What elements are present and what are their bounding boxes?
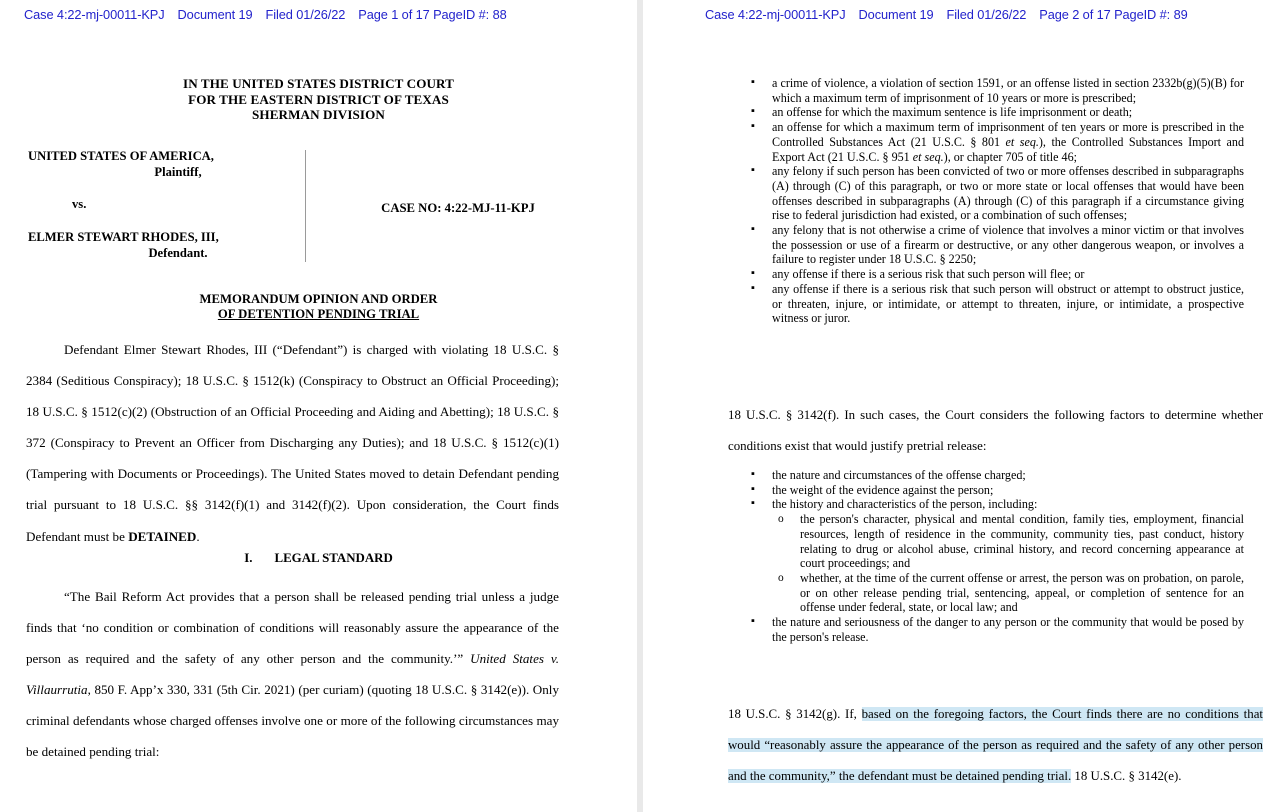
case-number-label: CASE NO: 4:22-MJ-11-KPJ [381, 201, 535, 215]
legal-standard-paragraph [26, 581, 559, 768]
intro-paragraph-text-a: Defendant Elmer Stewart Rhodes, III (“Defendant”) is charged with violating 18 U.S.C. § 2384 (Seditious Conspiracy); 18 U.S.C. § 1512(k) (Conspiracy to Obstruct an Official Proceeding); 18 U.S.C. § 1512(c)(2) (Obstruction of an Official Proceeding and Aiding and Abetting); 18 U.S.C. § 372 (Conspiracy to Prevent an Officer from Discharging any Duties); and 18 U.S.C. § 1512(c)(1) (Tampering with Documents or Proceedings). The United States moved to detain Defendant pending trial pursuant to 18 U.S.C. §§ 3142(f)(1) and 3142(f)(2). Upon consideration, the Court finds Defendant must be [26, 342, 559, 544]
defendant-role: Defendant. [148, 246, 208, 260]
court-caption-line-1: IN THE UNITED STATES DISTRICT COURT [183, 76, 454, 91]
highlighted-selection[interactable]: based on the foregoing factors, the Court finds there are no conditions that would “reasonably assure the appearance of the person as required and the safety of any other person and the community,” the defendant must be detained pending trial. [728, 707, 1263, 784]
list-item [746, 223, 1244, 267]
list-item-text: any felony if such person has been convicted of two or more offenses described in subparagraphs (A) through (C) of this paragraph, or two or more state or local offenses that would have been offenses described in subparagraphs (A) through (C) of this paragraph if a circumstance giving rise to federal jurisdiction had existed, or a combination of such offenses; [772, 164, 1244, 223]
court-caption [0, 76, 637, 123]
list-item-text: an offense for which the maximum sentence is life imprisonment or death; [772, 105, 1133, 120]
list-item-text: a crime of violence, a violation of section 1591, or an offense listed in section 2332b(g)(5)(B) for which a maximum term of imprisonment of 10 years or more is prescribed; [772, 76, 1244, 105]
document-page-2[interactable] [643, 0, 1280, 812]
ecf-page-id: Page 2 of 17 PageID #: 89 [1039, 7, 1188, 22]
et-seq-italic: et seq. [1005, 134, 1039, 149]
list-item-text-b: ), the Controlled Substances Import and Export Act (21 U.S.C. § 951 [772, 134, 1244, 164]
case-caption-block [28, 148, 588, 266]
statute-3142g-text-a: 18 U.S.C. § 3142(g). If, [728, 707, 862, 721]
legal-standard-text-b: , 850 F. App’x 330, 331 (5th Cir. 2021) (per curiam) (quoting 18 U.S.C. § 3142(e)). Only criminal defendants whose charged offenses involve one or more of the following circumstances may be detained pending trial: [26, 682, 559, 760]
versus-label: vs. [72, 197, 87, 211]
intro-paragraph [26, 334, 559, 552]
intro-paragraph-text-b: . [196, 528, 200, 544]
ecf-stamp-header-page-2 [705, 7, 1188, 22]
list-item [746, 615, 1244, 644]
section-numeral: I. [244, 551, 253, 565]
ecf-case-number: Case 4:22-mj-00011-KPJ [24, 7, 165, 22]
et-seq-italic: et seq. [912, 149, 944, 164]
plaintiff-name: UNITED STATES OF AMERICA, [28, 149, 214, 163]
statute-3142g-paragraph [728, 699, 1263, 793]
list-item [746, 267, 1244, 282]
list-item [746, 76, 1244, 105]
sub-list-item-text: the person's character, physical and mental condition, family ties, employment, financial resources, length of residence in the community, community ties, past conduct, history relating to drug or alcohol abuse, criminal history, and record concerning appearance at court proceedings; and [800, 512, 1244, 571]
ecf-document-number: Document 19 [858, 7, 934, 22]
list-item-text: any felony that is not otherwise a crime of violence that involves a minor victim or that involves the possession or use of a firearm or destructive, or any other dangerous weapon, or involves a failure to register under 18 U.S.C. § 2250; [772, 223, 1244, 267]
list-item-text-c: ), or chapter 705 of title 46; [943, 149, 1077, 164]
defendant-name: ELMER STEWART RHODES, III, [28, 230, 219, 244]
list-item [746, 105, 1244, 120]
factors-sublist [772, 512, 1244, 615]
section-heading-legal-standard [0, 551, 637, 566]
list-item-text: the nature and circumstances of the offense charged; [772, 468, 1026, 482]
sub-list-item [772, 512, 1244, 571]
court-caption-line-3: SHERMAN DIVISION [252, 107, 385, 123]
pretrial-release-factors-list [746, 468, 1244, 644]
list-item [746, 497, 1244, 615]
list-item-text: the nature and seriousness of the danger to any person or the community that would be posed by the person's release. [772, 615, 1244, 644]
list-item [746, 483, 1244, 498]
list-item-text: the weight of the evidence against the person; [772, 482, 994, 497]
list-item [746, 282, 1244, 326]
list-item [746, 120, 1244, 164]
section-label: LEGAL STANDARD [274, 551, 393, 565]
sub-list-item [772, 571, 1244, 615]
document-page-1[interactable] [0, 0, 637, 812]
list-item-text-a: an offense for which a maximum term of imprisonment of ten years or more is prescribed in the Controlled Substances Act (21 U.S.C. § 801 [772, 120, 1244, 149]
list-item-text: the history and characteristics of the person, including: [772, 497, 1038, 512]
document-title-line-1: MEMORANDUM OPINION AND ORDER [199, 292, 438, 306]
list-item-text: any offense if there is a serious risk that such person will obstruct or attempt to obstruct justice, or threaten, injure, or intimidate, or attempt to threaten, injure, or intimidate, a prospective witness or juror. [772, 281, 1244, 326]
list-item-text: any offense if there is a serious risk that such person will flee; or [772, 267, 1085, 282]
statute-3142f-paragraph: 18 U.S.C. § 3142(f). In such cases, the Court considers the following factors to determine whether conditions exist that would justify pretrial release: [728, 408, 1263, 454]
ecf-case-number: Case 4:22-mj-00011-KPJ [705, 7, 846, 22]
detained-emphasis: DETAINED [128, 528, 197, 544]
legal-standard-text-a: “The Bail Reform Act provides that a person shall be released pending trial unless a judge finds that ‘no condition or combination of conditions will reasonably assure the appearance of the person as required and the safety of any other person and the community.’” [26, 589, 559, 667]
document-title-line-2: OF DETENTION PENDING TRIAL [217, 307, 420, 322]
list-item [746, 468, 1244, 483]
ecf-page-id: Page 1 of 17 PageID #: 88 [358, 7, 507, 22]
caption-vertical-divider [305, 150, 306, 262]
detention-eligibility-list [746, 76, 1244, 326]
list-item [746, 164, 1244, 223]
document-title [0, 292, 637, 323]
parties-column [28, 148, 290, 261]
sub-list-item-text: whether, at the time of the current offense or arrest, the person was on probation, on parole, or on other release pending trial, sentencing, appeal, or completion of sentence for an offense under federal, state, or local law; and [800, 570, 1244, 615]
ecf-stamp-header-page-1 [24, 7, 507, 22]
court-caption-line-2: FOR THE EASTERN DISTRICT OF TEXAS [188, 91, 449, 107]
ecf-filed-date: Filed 01/26/22 [946, 7, 1027, 22]
ecf-filed-date: Filed 01/26/22 [265, 7, 346, 22]
case-citation-italic: United States v. Villaurrutia [26, 651, 559, 698]
statute-3142g-text-b: 18 U.S.C. § 3142(e). [1071, 769, 1182, 784]
ecf-document-number: Document 19 [177, 7, 253, 22]
plaintiff-role: Plaintiff, [154, 165, 202, 179]
